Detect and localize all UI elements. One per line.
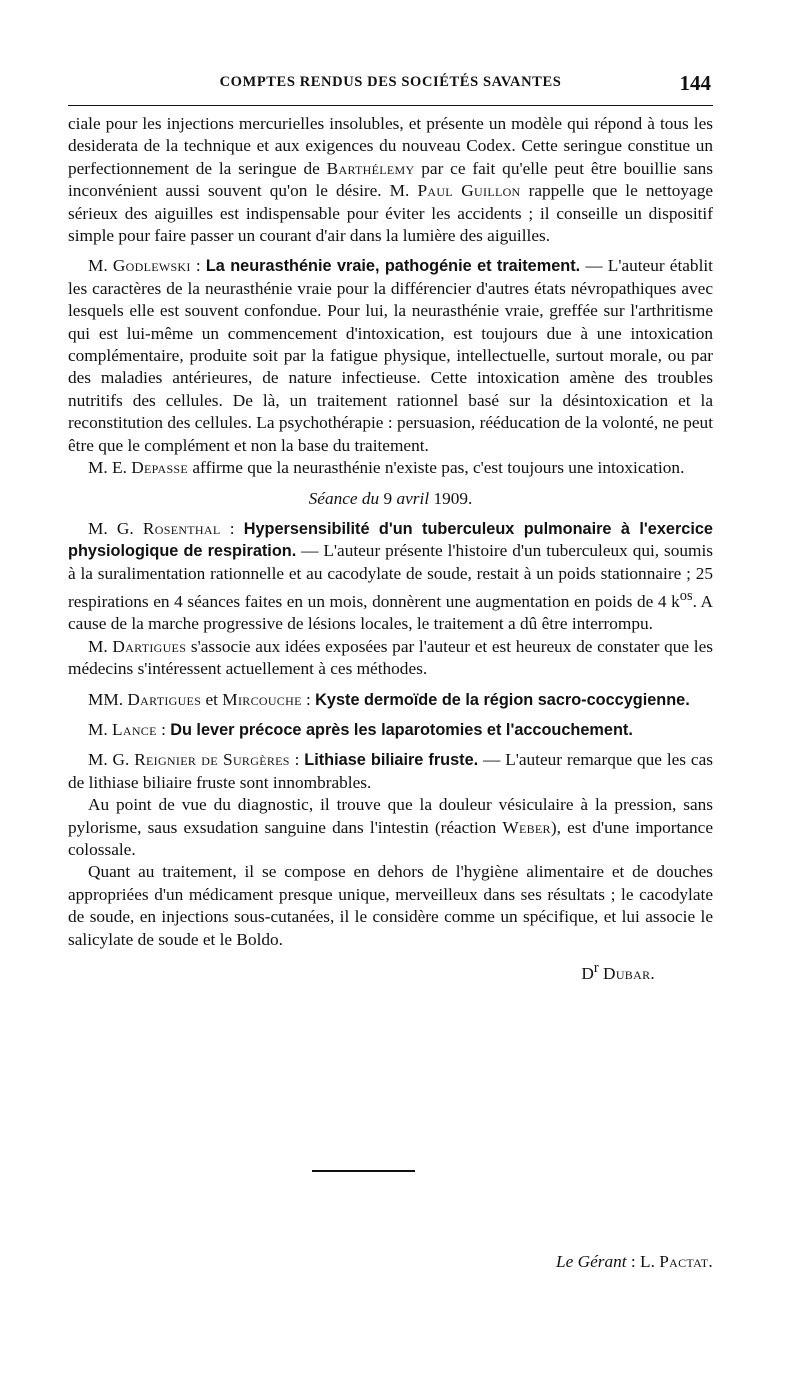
communication-title: La neurasthénie vraie, pathogénie et traitement. [205,257,581,276]
paragraph-godlewski [68,255,713,457]
text-run: par ce fait qu'elle peut être bouillie sans inconvénient aussi souvent qu'on le désire. M. [68,158,714,201]
article-body [68,113,713,985]
paragraph-depasse [68,457,713,479]
author-name: Weber [502,817,551,837]
author-name: Depasse [131,458,189,478]
text-run: M. [88,256,113,276]
text-run: avril [392,488,434,508]
superscript: os [679,588,693,605]
text-run: M. G. [88,518,143,538]
text-run: MM. [88,689,128,709]
author-name: Rosenthal [142,518,221,538]
communication-title: Kyste dermoïde de la région sacro-coccygienne. [315,690,690,709]
text-run: M. E. [88,458,132,478]
paragraph-dartigues [68,636,713,681]
text-run: : [156,719,171,739]
text-run: . A cause de la marche progressive de lésions locales, le traitement a dû être interrompu. [68,591,714,634]
text-run: : [301,689,316,709]
header-rule [68,105,713,106]
author-name: Barthélemy [326,158,415,178]
signature [68,957,713,985]
paragraph-reignier [68,749,713,794]
author-name: Dubar. [603,963,655,983]
text-run: affirme que la neurasthénie n'existe pas, c'est toujours une intoxication. [188,458,685,478]
author-name: Reignier de Surgères [134,750,290,770]
paragraph-seringue [68,113,713,247]
text-run: s'associe aux idées exposées par l'auteur et est heureux de constater que les médecins s'intéressent actuellement à ces méthodes. [68,636,713,679]
text-run: : [289,750,305,770]
page-number: 144 [679,71,711,95]
session-heading [68,488,713,510]
text-run: M. [88,719,113,739]
gerant-line [68,1252,713,1272]
text-run: — L'auteur remarque que les cas de lithiase biliaire fruste sont innombrables. [68,750,713,792]
text-run: ), est d'une importance colossale. [68,817,713,859]
text-run: 1909. [433,488,473,508]
text-run: Au point de vue du diagnostic, il trouve que la douleur vésiculaire à la pression, sans pylorisme, saus exsudation sanguine dans l'intestin (réaction [68,795,713,837]
text-run: M. [88,636,113,656]
author-name: Godlewski [112,256,191,276]
superscript: r [593,959,599,976]
author-name: Paul Guillon [417,181,521,201]
text-run: Séance du [308,488,384,508]
text-run: M. G. [88,750,135,770]
text-run: rappelle que le nettoyage sérieux des aiguilles est indispensable pour éviter les accidents ; il conseille un dispositif simple pour faire passer un courant d'air dans la lumière des aiguilles. [68,181,714,246]
text-run: : L. [626,1252,660,1271]
text-run: ciale pour les injections mercurielles insolubles, et présente un modèle qui répond à tous les desiderata de la technique et aux exigences du nouveau Codex. Cette seringue constitue un perfectionnement de la seringue de [68,114,713,178]
paragraph-diagnostic [68,794,713,861]
communication-title: Hypersensibilité d'un tuberculeux pulmonaire à l'exercice physiologique de respiration. [68,519,713,561]
paragraph-traitement: Quant au traitement, il se compose en dehors de l'hygiène alimentaire et de douches appropriées d'un médicament presque unique, merveilleux dans ses résultats ; le cacodylate de soude, en injections sous-cutanées, il le considère comme un spécifique, et lui associe le salicylate de soude et le Boldo. [68,862,713,949]
text-run: — L'auteur établit les caractères de la neurasthénie vraie pour la différencier d'autres états névropathiques avec lesquels elle est souvent confondue. Pour lui, la neurasthénie vraie, greffée sur l'arthritisme qui est lui-même un commencement d'intoxication, est toujours due à une intoxication complémentaire, produite soit par la fatigue physique, intellectuelle, surtout morale, ou par des maladies antérieures, de nature infectieuse. Cette intoxication amène des troubles nutritifs des cellules. De là, un traitement rationnel basé sur la désintoxication et la reconstitution des cellules. La psychothérapie : persuasion, rééducation de la volonté, ne peut être que le complément et non la base du traitement. [68,256,713,455]
text-run: — L'auteur présente l'histoire d'un tuberculeux qui, soumis à la suralimentation rationnelle et au cacodylate de soude, restait à un poids stationnaire ; 25 respirations en 4 séances faites en un mois, donnèrent une augmentation en poids de 4 k [68,541,713,611]
running-title: COMPTES RENDUS DES SOCIÉTÉS SAVANTES [219,74,562,90]
author-name: Mircouche [222,689,302,709]
communication-title: Du lever précoce après les laparotomies et l'accouchement. [170,720,633,739]
author-name: Dartigues [127,689,202,709]
author-name: Dartigues [112,636,187,656]
author-name: Lance [112,719,157,739]
text-run: D [581,963,594,983]
gerant-label: Le Gérant [556,1252,627,1271]
gerant-name: Pactat. [659,1252,713,1271]
page-header [68,71,713,98]
paragraph-rosenthal [68,518,713,636]
communication-title: Lithiase biliaire fruste. [304,751,479,770]
text-run: : [220,518,244,538]
text-run: : [190,256,206,276]
closing-rule [312,1170,415,1172]
paragraph-dartigues-mircouche [68,689,713,711]
text-run: et [201,689,223,709]
paragraph-lance [68,719,713,741]
text-run: 9 [383,488,393,508]
